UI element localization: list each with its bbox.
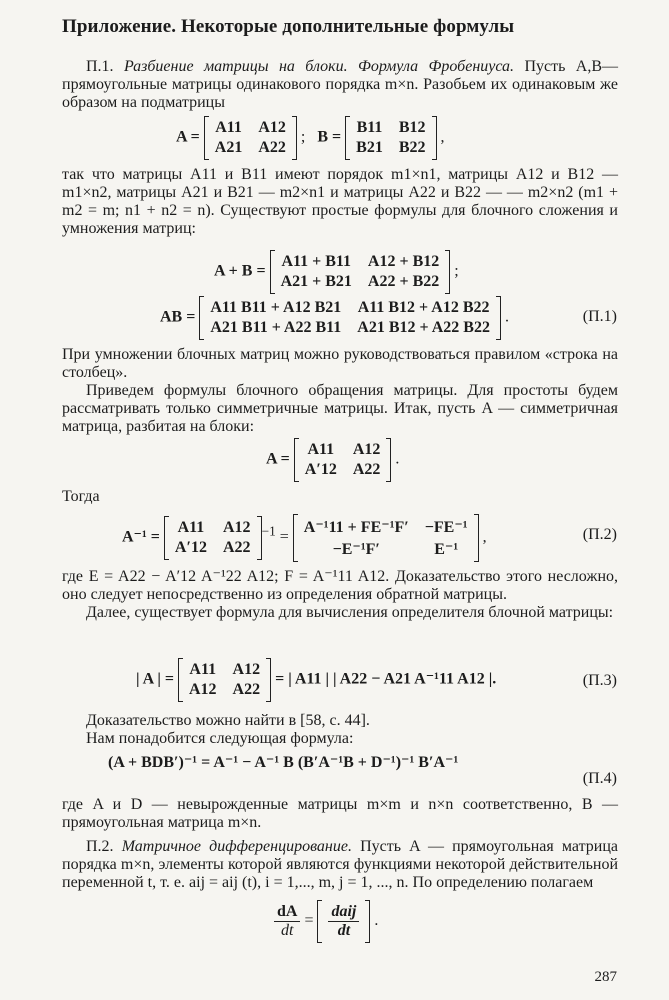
section-heading: Матричное дифференцирование.	[121, 838, 352, 855]
paragraph: Пусть A — прямоугольная матрица порядка m×n, элементы которой являются функциями некоторой действительной переменной t, т. е. aij = aij (t), i = 1,..., m, j = 1, ..., n. По определению полагаем	[62, 838, 619, 891]
fraction-denominator: dt	[281, 922, 294, 939]
paragraph: Далее, существует формула для вычисления определителя блочной матрицы:	[86, 604, 614, 621]
page-number: 287	[594, 969, 617, 985]
fraction-numerator: dA	[274, 903, 300, 922]
section-p1-ef	[62, 566, 618, 622]
section-p1-rule	[62, 346, 618, 436]
formula-symmetric: A = A11 A12 A′12 A22 .	[266, 438, 399, 482]
fraction	[324, 902, 363, 941]
formula-partition: A = A11 A12 A21 A22 ; B = B11 B12 B21 B22 ,	[176, 116, 445, 160]
matrix-cell: A22	[222, 539, 251, 556]
formula-label: A + B =	[214, 262, 266, 280]
equation-number: (П.2)	[582, 526, 617, 543]
paragraph: При умножении блочных матриц можно руководствоваться правилом «строка на столбец».	[62, 346, 618, 381]
section-p1-intro	[62, 58, 618, 112]
matrix-inverse-left	[164, 516, 262, 560]
matrix-cell: −FE⁻¹	[424, 519, 468, 536]
matrix-cell: A11 + B11	[281, 253, 352, 270]
equation-number: (П.4)	[582, 770, 617, 787]
paragraph: Пусть A,B—прямоугольные матрицы одинакового порядка m×n. Разобьем их одинаковым же образом на подматрицы	[62, 58, 619, 111]
matrix-cell: A12	[232, 661, 261, 678]
formula-label: A⁻¹ =	[122, 528, 160, 546]
matrix-cell: A⁻¹11 + FE⁻¹F′	[303, 519, 409, 536]
matrix-cell: A12	[352, 441, 381, 458]
section-heading: Разбиение матрицы на блоки. Формула Фробениуса.	[123, 58, 515, 75]
equation-number: (П.1)	[582, 308, 617, 325]
paragraph: где A и D — невырожденные матрицы m×m и n×n соответственно, B — прямоугольная матрица m×n.	[62, 796, 618, 831]
matrix-cell: A21 B11 + A22 B11	[210, 319, 342, 336]
matrix-cell: A12	[222, 519, 251, 536]
matrix-cell: B11	[356, 119, 383, 136]
formula-label: AB =	[160, 308, 196, 326]
matrix-cell: A22	[232, 681, 261, 698]
matrix-cell: A22 + B22	[367, 273, 440, 290]
matrix-b	[345, 116, 436, 160]
formula-determinant	[136, 658, 496, 702]
matrix-cell: A11	[215, 119, 242, 136]
matrix-cell: A22	[258, 139, 286, 156]
matrix-cell: B22	[398, 139, 426, 156]
fraction-numerator: daij	[328, 903, 359, 922]
matrix-cell: A21 B12 + A22 B22	[357, 319, 490, 336]
matrix-cell: A′12	[174, 539, 207, 556]
matrix-cell: B12	[398, 119, 426, 136]
formula-label: B =	[317, 128, 342, 146]
equation-number: (П.3)	[582, 672, 617, 689]
matrix-cell: A12	[188, 681, 217, 698]
formula-product: AB = A11 B11 + A12 B21 A11 B12 + A12 B22 A21 B11 + A22 B11 A21 B12 + A22 B22 .	[160, 296, 509, 340]
formula-derivative: $\frac{dA}{dt}$ = $\frac{\text{daij}}{dt}$ .	[274, 900, 378, 943]
paragraph: так что матрицы A11 и B11 имеют порядок m1×n1, матрицы A12 и B12 — m1×n2, матрицы A21 и B21 — m2×n1 и матрицы A22 и B22 — — m2×n2 (m1 + m2 = m; n1 + n2 = n). Существуют простые формулы для блочного сложения и умножения матриц:	[62, 166, 618, 237]
section-p1-orders	[62, 166, 618, 238]
matrix-sum	[270, 250, 451, 294]
paragraph: Тогда	[62, 488, 100, 505]
fraction-denominator: dt	[337, 922, 351, 939]
section-label: П.2.	[86, 838, 114, 855]
matrix-cell: B21	[356, 139, 383, 156]
matrix-a	[204, 116, 297, 160]
section-p1-nonsingular	[62, 796, 618, 832]
paragraph: где E = A22 − A′12 A⁻¹22 A12; F = A⁻¹11 A12. Доказательство этого несложно, оно следует непосредственно из определения обратной матрицы.	[62, 568, 618, 603]
matrix-cell: −E⁻¹F′	[332, 541, 380, 558]
matrix-cell: A11 B11 + A12 B21	[210, 299, 342, 316]
paragraph: Доказательство можно найти в [58, с. 44].	[86, 712, 370, 729]
matrix-determinant	[178, 658, 271, 702]
matrix-cell: A12 + B12	[367, 253, 440, 270]
fraction	[274, 903, 300, 940]
section-p2	[62, 838, 618, 892]
matrix-product	[199, 296, 501, 340]
matrix-cell: A22	[352, 461, 381, 478]
formula-rhs: = | A11 | | A22 − A21 A⁻¹11 A12 |.	[275, 670, 497, 688]
matrix-cell: A21	[214, 139, 243, 156]
matrix-symmetric	[294, 438, 392, 482]
matrix-cell: E⁻¹	[434, 541, 459, 558]
paragraph: Приведем формулы блочного обращения матрицы. Для простоты будем рассматривать только симметричные матрицы. Итак, пусть A — симметричная матрица, разбитая на блоки:	[62, 382, 618, 435]
matrix-cell: A′12	[304, 461, 337, 478]
matrix-derivative	[317, 900, 370, 943]
formula-woodbury: (A + BDB′)⁻¹ = A⁻¹ − A⁻¹ B (B′A⁻¹B + D⁻¹)⁻¹ B′A⁻¹	[108, 754, 459, 771]
formula-label: | A | =	[136, 670, 174, 688]
formula-label: A =	[176, 128, 200, 146]
matrix-cell: A11	[307, 441, 335, 458]
paragraph: Нам понадобится следующая формула:	[86, 730, 354, 747]
matrix-cell: A12	[258, 119, 286, 136]
matrix-inverse-right	[293, 514, 479, 562]
section-label: П.1.	[86, 58, 114, 75]
formula-sum: A + B = A11 + B11 A12 + B12 A21 + B21 A22 + B22 ;	[214, 250, 459, 294]
section-then	[62, 488, 618, 506]
page-title: Приложение. Некоторые дополнительные формулы	[62, 16, 515, 37]
formula-label: A =	[266, 450, 290, 468]
matrix-cell: A21 + B21	[280, 273, 352, 290]
section-p1-proof	[62, 712, 618, 748]
matrix-cell: A11	[189, 661, 217, 678]
matrix-cell: A11 B12 + A12 B22	[357, 299, 490, 316]
formula-inverse: A⁻¹ = A11 A12 A′12 A22 $^{-1}$ = A⁻¹11 + FE⁻¹F′ −FE⁻¹ −E⁻¹F′ E⁻¹ ,	[122, 514, 487, 562]
matrix-cell: A11	[177, 519, 205, 536]
